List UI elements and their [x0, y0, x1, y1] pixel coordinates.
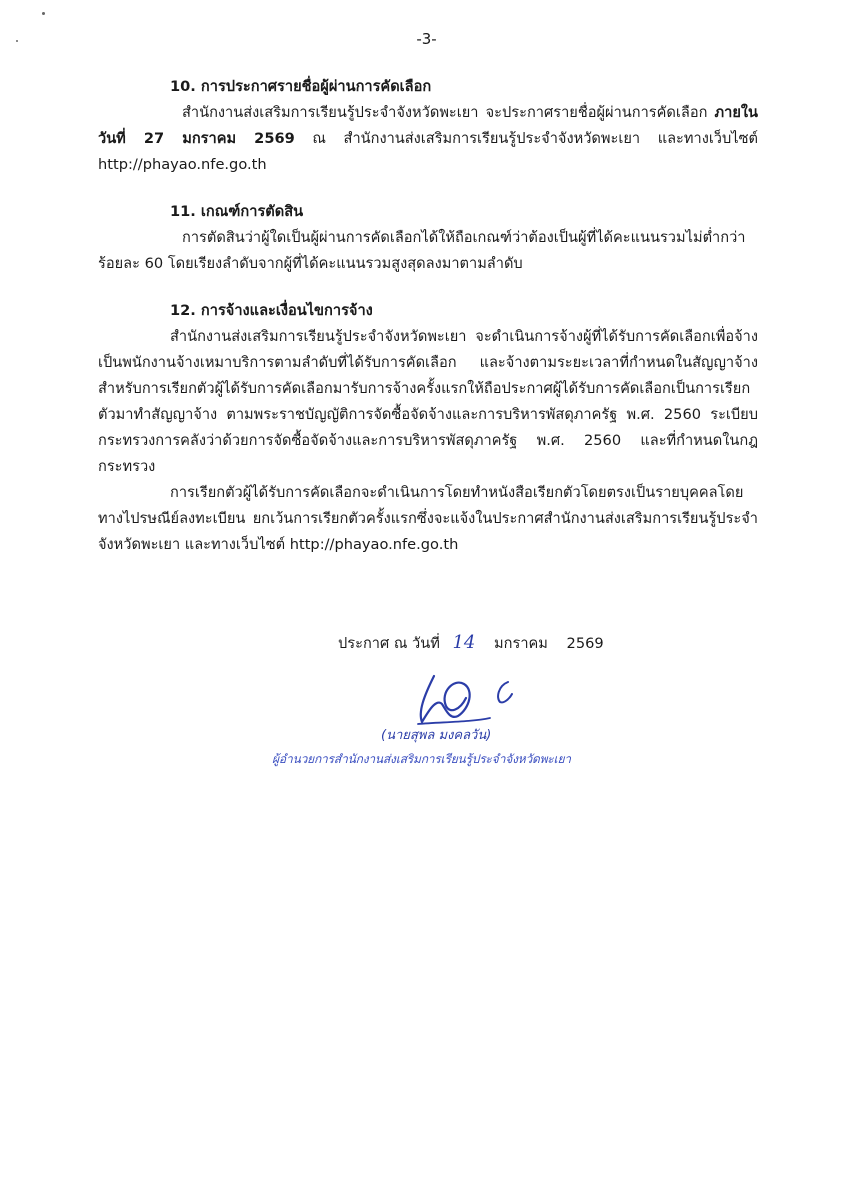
section-title: 12. การจ้างและเงื่อนไขการจ้าง — [170, 302, 373, 319]
section-title: 10. การประกาศรายชื่อผู้ผ่านการคัดเลือก — [170, 78, 432, 95]
announcement-year: 2569 — [566, 635, 604, 652]
section-judging-criteria — [98, 199, 758, 277]
announcement-month: มกราคม — [494, 635, 548, 652]
section-paragraph: การเรียกตัวผู้ได้รับการคัดเลือกจะดำเนินการโดยทำหนังสือเรียกตัวโดยตรงเป็นรายบุคคลโดยทางไปรษณีย์ลงทะเบียน ยกเว้นการเรียกตัวครั้งแรกซึ่งจะแจ้งในประกาศสำนักงานส่งเสริมการเรียนรู้ประจำจังหวัดพะเยา และทางเว็บไซต์ http://phayao.nfe.go.th — [98, 484, 758, 553]
signer-name: (นายสุพล มงคลวัน) — [381, 728, 492, 743]
signer-title: ผู้อำนวยการสำนักงานส่งเสริมการเรียนรู้ประจำจังหวัดพะเยา — [272, 752, 571, 766]
announcement-date — [338, 632, 604, 655]
section-title: 11. เกณฑ์การตัดสิน — [170, 203, 304, 220]
section-paragraph: สำนักงานส่งเสริมการเรียนรู้ประจำจังหวัดพะเยา จะดำเนินการจ้างผู้ที่ได้รับการคัดเลือกเพื่อจ้างเป็นพนักงานจ้างเหมาบริการตามลำดับที่ได้รับการคัดเลือก และจ้างตามระยะเวลาที่กำหนดในสัญญาจ้าง สำหรับการเรียกตัวผู้ได้รับการคัดเลือกมารับการจ้างครั้งแรกให้ถือประกาศผู้ได้รับการคัดเลือกเป็นการเรียกตัวมาทำสัญญาจ้าง ตามพระราชบัญญัติการจัดซื้อจัดจ้างและการบริหารพัสดุภาครัฐ พ.ศ. 2560 ระเบียบกระทรวงการคลังว่าด้วยการจัดซื้อจัดจ้างและการบริหารพัสดุภาครัฐ พ.ศ. 2560 และที่กำหนดในกฎกระทรวง — [98, 328, 758, 475]
section-employment-conditions — [98, 298, 758, 558]
announcement-prefix: ประกาศ ณ วันที่ — [338, 635, 440, 652]
deadline-date: ภายในวันที่ 27 มกราคม 2569 — [98, 104, 758, 147]
section-paragraph: สำนักงานส่งเสริมการเรียนรู้ประจำจังหวัดพะเยา จะประกาศรายชื่อผู้ผ่านการคัดเลือก ภายในวันที่ 27 มกราคม 2569 ณ สำนักงานส่งเสริมการเรียนรู้ประจำจังหวัดพะเยา และทางเว็บไซต์ http://phayao.nfe.go.th — [98, 104, 758, 173]
document-body — [98, 74, 758, 579]
page-number: -3- — [416, 30, 437, 48]
handwritten-signature — [412, 668, 522, 728]
section-announcement-of-results — [98, 74, 758, 178]
section-paragraph: การตัดสินว่าผู้ใดเป็นผู้ผ่านการคัดเลือกได้ให้ถือเกณฑ์ว่าต้องเป็นผู้ที่ได้คะแนนรวมไม่ต่ำกว่าร้อยละ 60 โดยเรียงลำดับจากผู้ที่ได้คะแนนรวมสูงสุดลงมาตามลำดับ — [98, 229, 746, 272]
announcement-day-handwritten: 14 — [452, 632, 476, 653]
scan-speck — [42, 12, 45, 15]
